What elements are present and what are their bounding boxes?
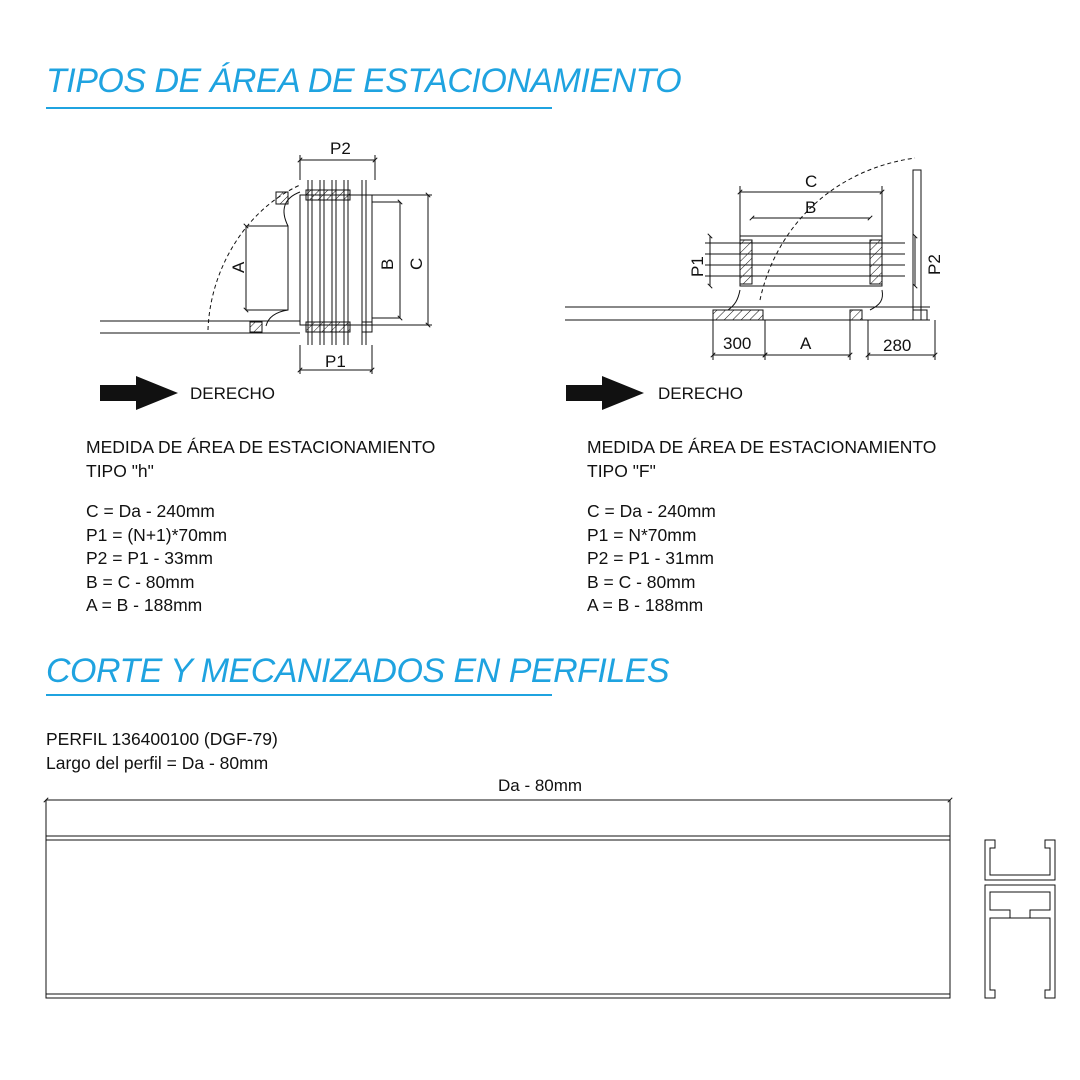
type-h-heading-line: MEDIDA DE ÁREA DE ESTACIONAMIENTO — [86, 437, 436, 457]
type-f-b-label: B — [805, 198, 817, 217]
direction-arrow-icon — [566, 376, 644, 410]
type-h-direction-label: DERECHO — [190, 384, 276, 403]
type-f-formulas — [587, 500, 716, 618]
profile-length-label: Da - 80mm — [498, 776, 583, 795]
type-h-formula: B = C - 80mm — [86, 571, 195, 592]
type-f-p1-label: P1 — [688, 256, 707, 277]
type-h-p2-label: P2 — [330, 139, 351, 158]
type-h-p1-label: P1 — [325, 352, 346, 371]
type-f-right-dim-label: 280 — [883, 336, 912, 355]
profile-length-rule: Largo del perfil = Da - 80mm — [46, 752, 269, 773]
type-f-direction-label: DERECHO — [658, 384, 744, 403]
type-f-a-label: A — [800, 334, 812, 353]
section-title-profiles: CORTE Y MECANIZADOS EN PERFILES — [46, 652, 670, 690]
type-f-heading-line: TIPO "F" — [587, 460, 656, 481]
type-h-formula: A = B - 188mm — [86, 595, 203, 615]
type-f-formula: P2 = P1 - 31mm — [587, 548, 714, 568]
type-f-drawing — [565, 158, 935, 360]
type-f-heading — [587, 436, 936, 483]
type-h-heading-line: TIPO "h" — [86, 460, 154, 481]
section-title-parking: TIPOS DE ÁREA DE ESTACIONAMIENTO — [46, 62, 682, 100]
profile-drawing — [46, 800, 1055, 998]
type-h-heading — [86, 436, 435, 483]
type-h-formulas — [86, 500, 227, 618]
type-f-c-label: C — [805, 172, 818, 191]
type-h-a-label: A — [229, 261, 248, 273]
direction-arrow-icon — [100, 376, 178, 410]
profile-name: PERFIL 136400100 (DGF-79) — [46, 729, 278, 749]
type-f-p2-label: P2 — [925, 254, 944, 275]
type-f-formula: C = Da - 240mm — [587, 501, 716, 521]
profile-info — [46, 728, 278, 775]
type-h-formula: C = Da - 240mm — [86, 501, 215, 521]
type-f-formula: B = C - 80mm — [587, 571, 696, 592]
type-h-formula: P1 = (N+1)*70mm — [86, 524, 228, 545]
type-f-formula: P1 = N*70mm — [587, 524, 697, 545]
type-f-formula: A = B - 188mm — [587, 595, 704, 615]
type-f-heading-line: MEDIDA DE ÁREA DE ESTACIONAMIENTO — [587, 437, 937, 457]
type-f-left-dim-label: 300 — [723, 334, 752, 353]
type-h-c-label: C — [407, 257, 426, 270]
type-h-b-label: B — [378, 258, 397, 270]
type-h-formula: P2 = P1 - 33mm — [86, 548, 213, 568]
